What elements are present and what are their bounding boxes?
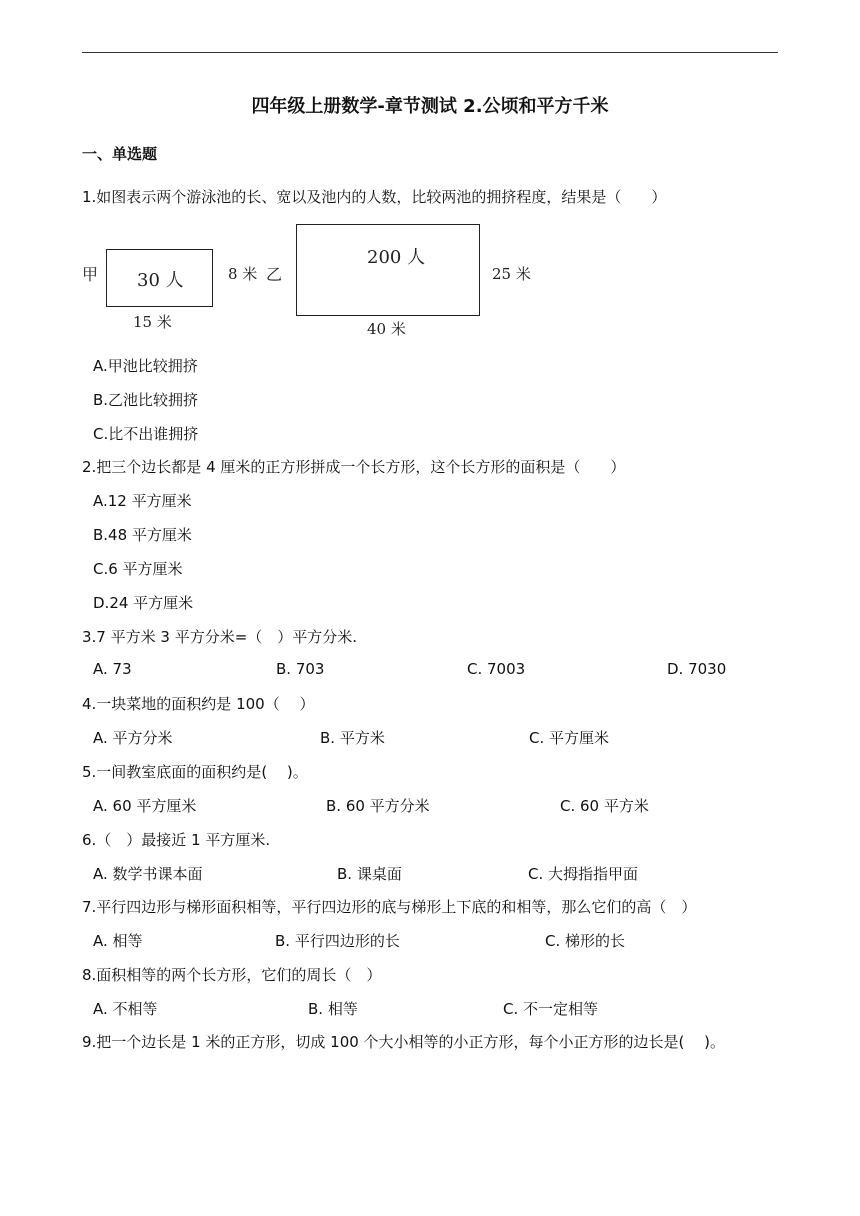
q8-option-c[interactable]: C. 不一定相等 (503, 1000, 599, 1018)
section-heading: 一、单选题 (82, 145, 158, 163)
q1-option-a[interactable]: A.甲池比较拥挤 (93, 357, 198, 375)
pool-a-people: 30 人 (137, 270, 184, 291)
q7-option-a[interactable]: A. 相等 (93, 932, 143, 950)
q7-option-c[interactable]: C. 梯形的长 (545, 932, 626, 950)
pool-a-rect (106, 249, 213, 307)
question-9: 9.把一个边长是 1 米的正方形，切成 100 个大小相等的小正方形，每个小正方形的边长是( )。 (82, 1033, 726, 1051)
question-2: 2.把三个边长都是 4 厘米的正方形拼成一个长方形，这个长方形的面积是（ ） (82, 458, 626, 476)
q4-option-c[interactable]: C. 平方厘米 (529, 729, 610, 747)
q6-option-c[interactable]: C. 大拇指指甲面 (528, 865, 639, 883)
question-7: 7.平行四边形与梯形面积相等，平行四边形的底与梯形上下底的和相等，那么它们的高（ ） (82, 898, 697, 916)
question-8: 8.面积相等的两个长方形，它们的周长（ ） (82, 966, 382, 984)
pool-b-length: 40 米 (367, 320, 406, 338)
q5-option-c[interactable]: C. 60 平方米 (560, 797, 649, 815)
q3-option-b[interactable]: B. 703 (276, 660, 325, 678)
page-title: 四年级上册数学-章节测试 2.公顷和平方千米 (251, 96, 609, 117)
q6-option-b[interactable]: B. 课桌面 (337, 865, 402, 883)
q4-option-b[interactable]: B. 平方米 (320, 729, 385, 747)
pool-a-length: 15 米 (133, 313, 172, 331)
q5-option-a[interactable]: A. 60 平方厘米 (93, 797, 197, 815)
question-5: 5.一间教室底面的面积约是( )。 (82, 763, 308, 781)
q2-option-c[interactable]: C.6 平方厘米 (93, 560, 183, 578)
q8-option-b[interactable]: B. 相等 (308, 1000, 358, 1018)
q6-option-a[interactable]: A. 数学书课本面 (93, 865, 203, 883)
q7-option-b[interactable]: B. 平行四边形的长 (275, 932, 400, 950)
q2-option-d[interactable]: D.24 平方厘米 (93, 594, 194, 612)
pool-b-people: 200 人 (367, 247, 426, 268)
pool-b-width: 25 米 (492, 265, 531, 283)
q3-option-d[interactable]: D. 7030 (667, 660, 727, 678)
q3-option-a[interactable]: A. 73 (93, 660, 132, 678)
question-3: 3.7 平方米 3 平方分米=（ ）平方分米. (82, 628, 358, 646)
q5-option-b[interactable]: B. 60 平方分米 (326, 797, 430, 815)
pool-b-rect (296, 224, 480, 316)
question-4: 4.一块菜地的面积约是 100（ ） (82, 695, 315, 713)
q1-option-b[interactable]: B.乙池比较拥挤 (93, 391, 199, 409)
q2-option-b[interactable]: B.48 平方厘米 (93, 526, 192, 544)
q3-option-c[interactable]: C. 7003 (467, 660, 526, 678)
pool-a-width: 8 米 (228, 265, 258, 283)
q1-option-c[interactable]: C.比不出谁拥挤 (93, 425, 199, 443)
question-1: 1.如图表示两个游泳池的长、宽以及池内的人数，比较两池的拥挤程度，结果是（ ） (82, 188, 667, 206)
q4-option-a[interactable]: A. 平方分米 (93, 729, 173, 747)
q2-option-a[interactable]: A.12 平方厘米 (93, 492, 192, 510)
pool-a-label: 甲 (82, 265, 99, 284)
pool-b-label: 乙 (266, 265, 283, 284)
q8-option-a[interactable]: A. 不相等 (93, 1000, 158, 1018)
question-6: 6.（ ）最接近 1 平方厘米. (82, 831, 271, 849)
header-rule (82, 52, 778, 53)
